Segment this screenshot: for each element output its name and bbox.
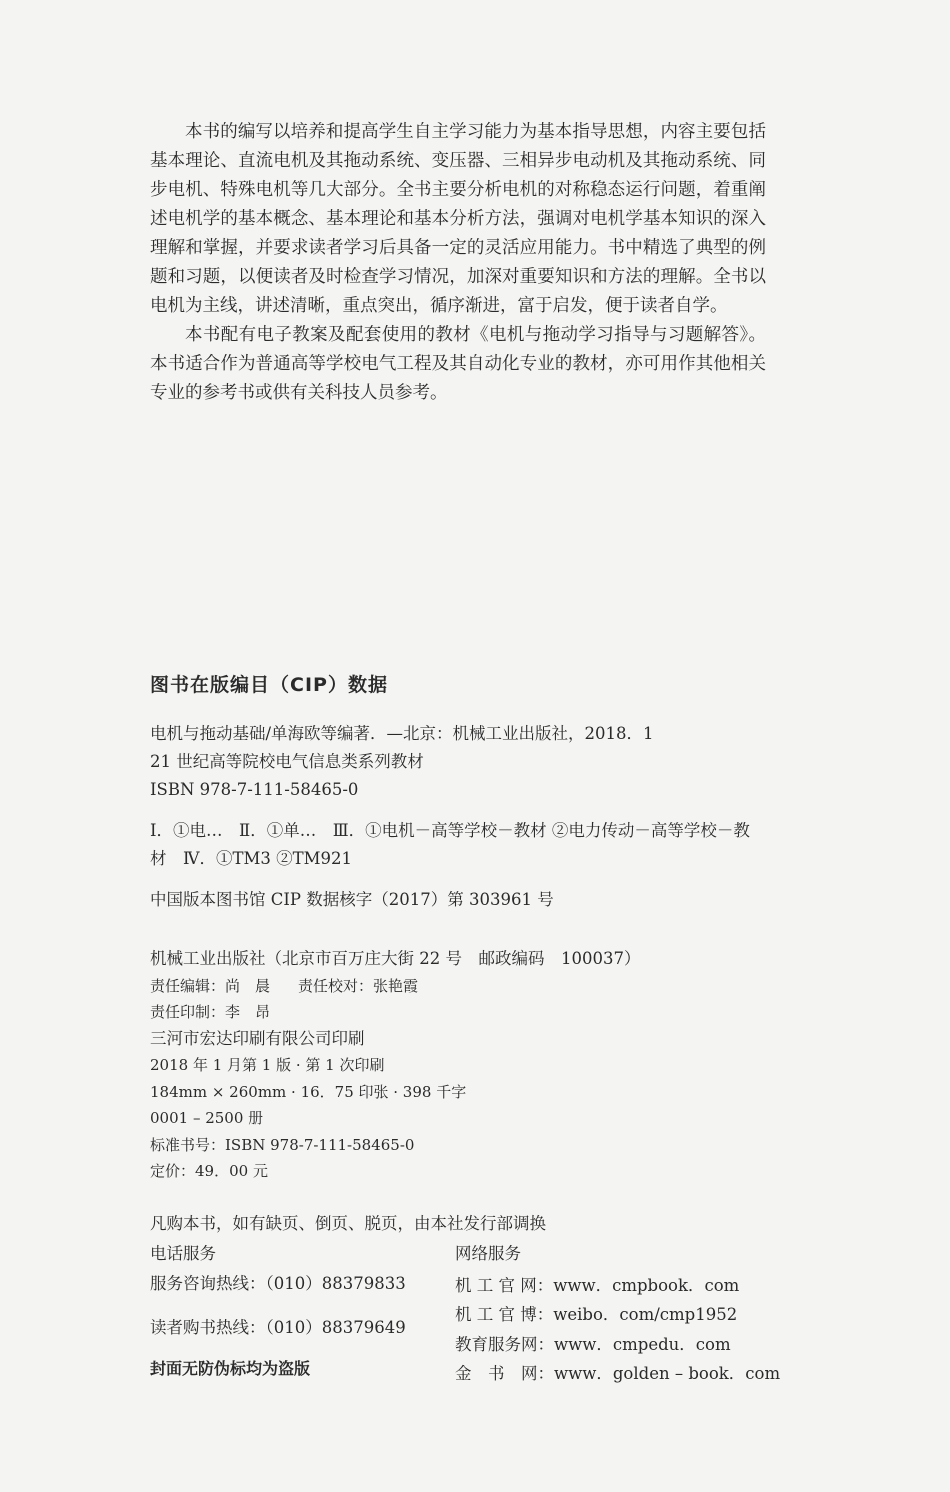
missing-page-notice: 凡购本书，如有缺页、倒页、脱页，由本社发行部调换	[150, 1214, 546, 1233]
cip-line-series: 21 世纪高等院校电气信息类系列教材	[150, 752, 424, 771]
cip-record	[150, 720, 766, 804]
phone-service-heading: 电话服务	[150, 1244, 216, 1263]
cip-title: 图书在版编目（CIP）数据	[150, 674, 388, 696]
official-website: 机 工 官 网：www．cmpbook．com	[455, 1276, 740, 1295]
education-service-site: 教育服务网：www．cmpedu．com	[455, 1335, 731, 1354]
print-copies: 0001 – 2500 册	[150, 1109, 264, 1127]
cip-line-title-author: 电机与拖动基础/单海欧等编著．—北京：机械工业出版社，2018．1	[150, 724, 654, 743]
cip-classification: Ⅰ．①电… Ⅱ．①单… Ⅲ．①电机－高等学校－教材 ②电力传动－高等学校－教材 Ⅳ．①TM3 ②TM921	[150, 821, 750, 868]
abstract-paragraph-2: 本书配有电子教案及配套使用的教材《电机与拖动学习指导与习题解答》。本书适合作为普通高等学校电气工程及其自动化专业的教材，亦可用作其他相关专业的参考书或供有关科技人员参考。	[150, 325, 766, 403]
anti-counterfeit-notice: 封面无防伪标均为盗版	[150, 1359, 311, 1378]
publisher-info	[150, 946, 766, 1185]
book-abstract	[150, 118, 766, 408]
consult-hotline: 服务咨询热线：（010）88379833	[150, 1274, 406, 1293]
standard-isbn: 标准书号：ISBN 978-7-111-58465-0	[150, 1135, 415, 1154]
book-format: 184mm × 260mm · 16．75 印张 · 398 千字	[150, 1082, 467, 1101]
printer: 三河市宏达印刷有限公司印刷	[150, 1028, 365, 1048]
book-price: 定价：49．00 元	[150, 1162, 268, 1180]
edition: 2018 年 1 月第 1 版 · 第 1 次印刷	[150, 1056, 385, 1074]
responsible-proofreader: 责任校对：张艳霞	[298, 976, 419, 995]
editor-row	[150, 973, 766, 1000]
cip-number: 中国版本图书馆 CIP 数据核字（2017）第 303961 号	[150, 890, 554, 909]
reader-hotline: 读者购书热线：（010）88379649	[150, 1318, 406, 1337]
publisher-name-address: 机械工业出版社（北京市百万庄大街 22 号 邮政编码 100037）	[150, 949, 641, 968]
abstract-paragraph-1: 本书的编写以培养和提高学生自主学习能力为基本指导思想，内容主要包括基本理论、直流电机及其拖动系统、变压器、三相异步电动机及其拖动系统、同步电机、特殊电机等几大部分。全书主要分析电机的对称稳态运行问题，着重阐述电机学的基本概念、基本理论和基本分析方法，强调对电机学基本知识的深入理解和掌握，并要求读者学习后具备一定的灵活应用能力。书中精选了典型的例题和习题，以便读者及时检查学习情况，加深对重要知识和方法的理解。全书以电机为主线，讲述清晰，重点突出，循序渐进，富于启发，便于读者自学。	[150, 122, 766, 316]
responsible-editor: 责任编辑：尚 晨	[150, 976, 271, 995]
official-weibo: 机 工 官 博：weibo．com/cmp1952	[455, 1305, 738, 1324]
print-manager: 责任印制：李 昂	[150, 1003, 271, 1021]
golden-book-site: 金 书 网：www．golden – book．com	[455, 1364, 781, 1383]
cip-line-isbn: ISBN 978-7-111-58465-0	[150, 780, 359, 799]
network-service-heading: 网络服务	[455, 1244, 521, 1263]
